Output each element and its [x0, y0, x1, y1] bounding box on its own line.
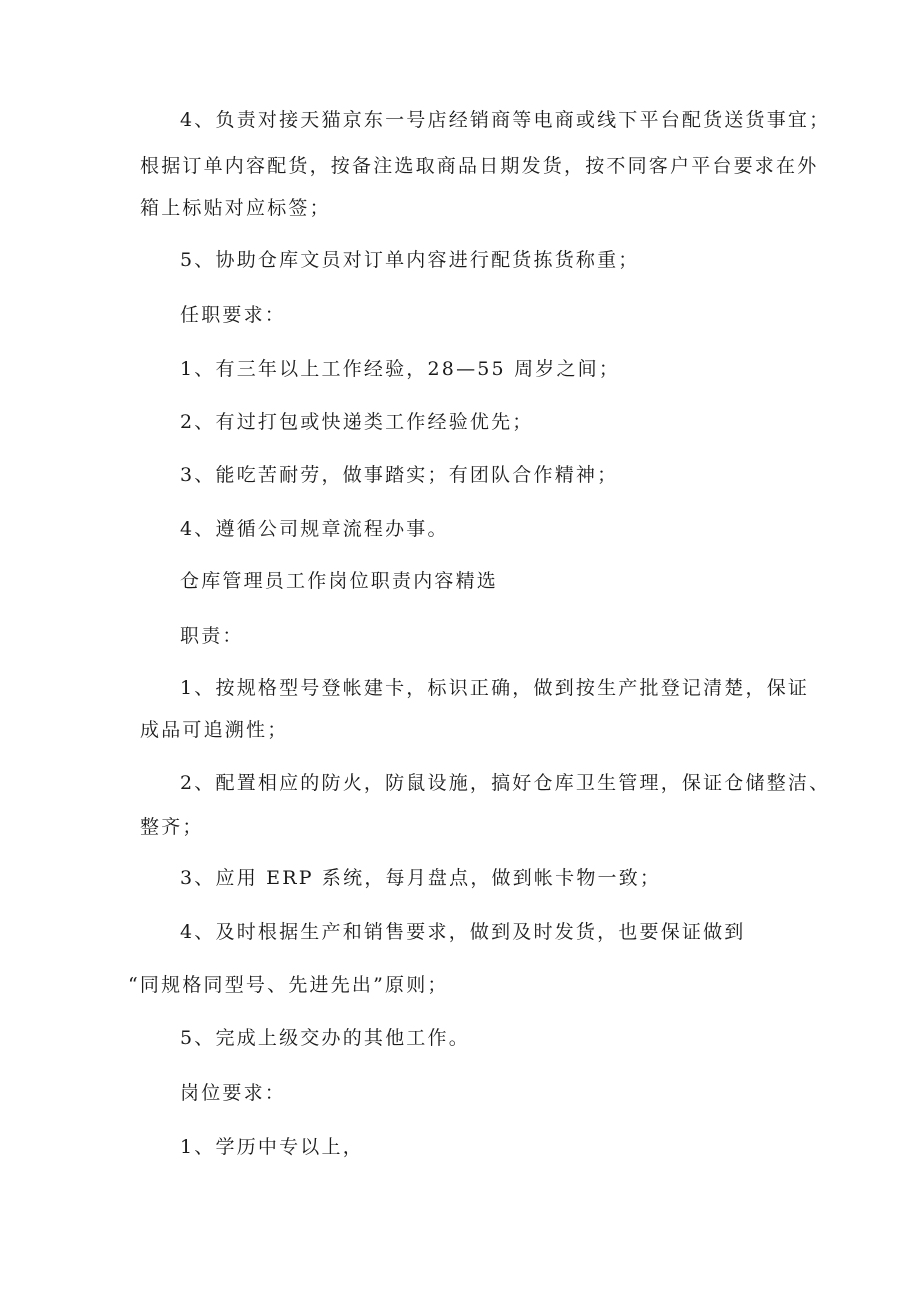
- paragraph-line: 1、学历中专以上，: [180, 1136, 364, 1158]
- section-heading: 任职要求：: [180, 304, 287, 326]
- paragraph-line: 5、协助仓库文员对订单内容进行配货拣货称重；: [180, 249, 640, 271]
- paragraph-line: 2、配置相应的防火，防鼠设施，搞好仓库卫生管理，保证仓储整洁、: [180, 772, 831, 794]
- paragraph-line: 3、能吃苦耐劳，做事踏实；有团队合作精神；: [180, 464, 619, 486]
- paragraph-line: “同规格同型号、先进先出”原则；: [128, 974, 449, 996]
- paragraph-line: 4、遵循公司规章流程办事。: [180, 518, 449, 540]
- paragraph-line: 5、完成上级交办的其他工作。: [180, 1027, 470, 1049]
- section-heading: 岗位要求：: [180, 1082, 287, 1104]
- section-heading: 职责：: [180, 625, 244, 647]
- document-subtitle: 仓库管理员工作岗位职责内容精选: [180, 570, 499, 592]
- paragraph-line: 1、按规格型号登帐建卡，标识正确，做到按生产批登记清楚，保证: [180, 677, 810, 699]
- paragraph-line: 箱上标贴对应标签；: [140, 197, 331, 219]
- paragraph-line: 成品可追溯性；: [140, 719, 289, 741]
- paragraph-line: 4、及时根据生产和销售要求，做到及时发货，也要保证做到: [180, 921, 746, 943]
- paragraph-line: 4、负责对接天猫京东一号店经销商等电商或线下平台配货送货事宜；: [180, 109, 831, 131]
- paragraph-line: 整齐；: [140, 816, 204, 838]
- paragraph-line: 根据订单内容配货，按备注选取商品日期发货，按不同客户平台要求在外: [140, 155, 819, 177]
- paragraph-line: 1、有三年以上工作经验，28—55 周岁之间；: [180, 358, 621, 380]
- paragraph-line: 2、有过打包或快递类工作经验优先；: [180, 411, 534, 433]
- paragraph-line: 3、应用 ERP 系统，每月盘点，做到帐卡物一致；: [180, 867, 662, 889]
